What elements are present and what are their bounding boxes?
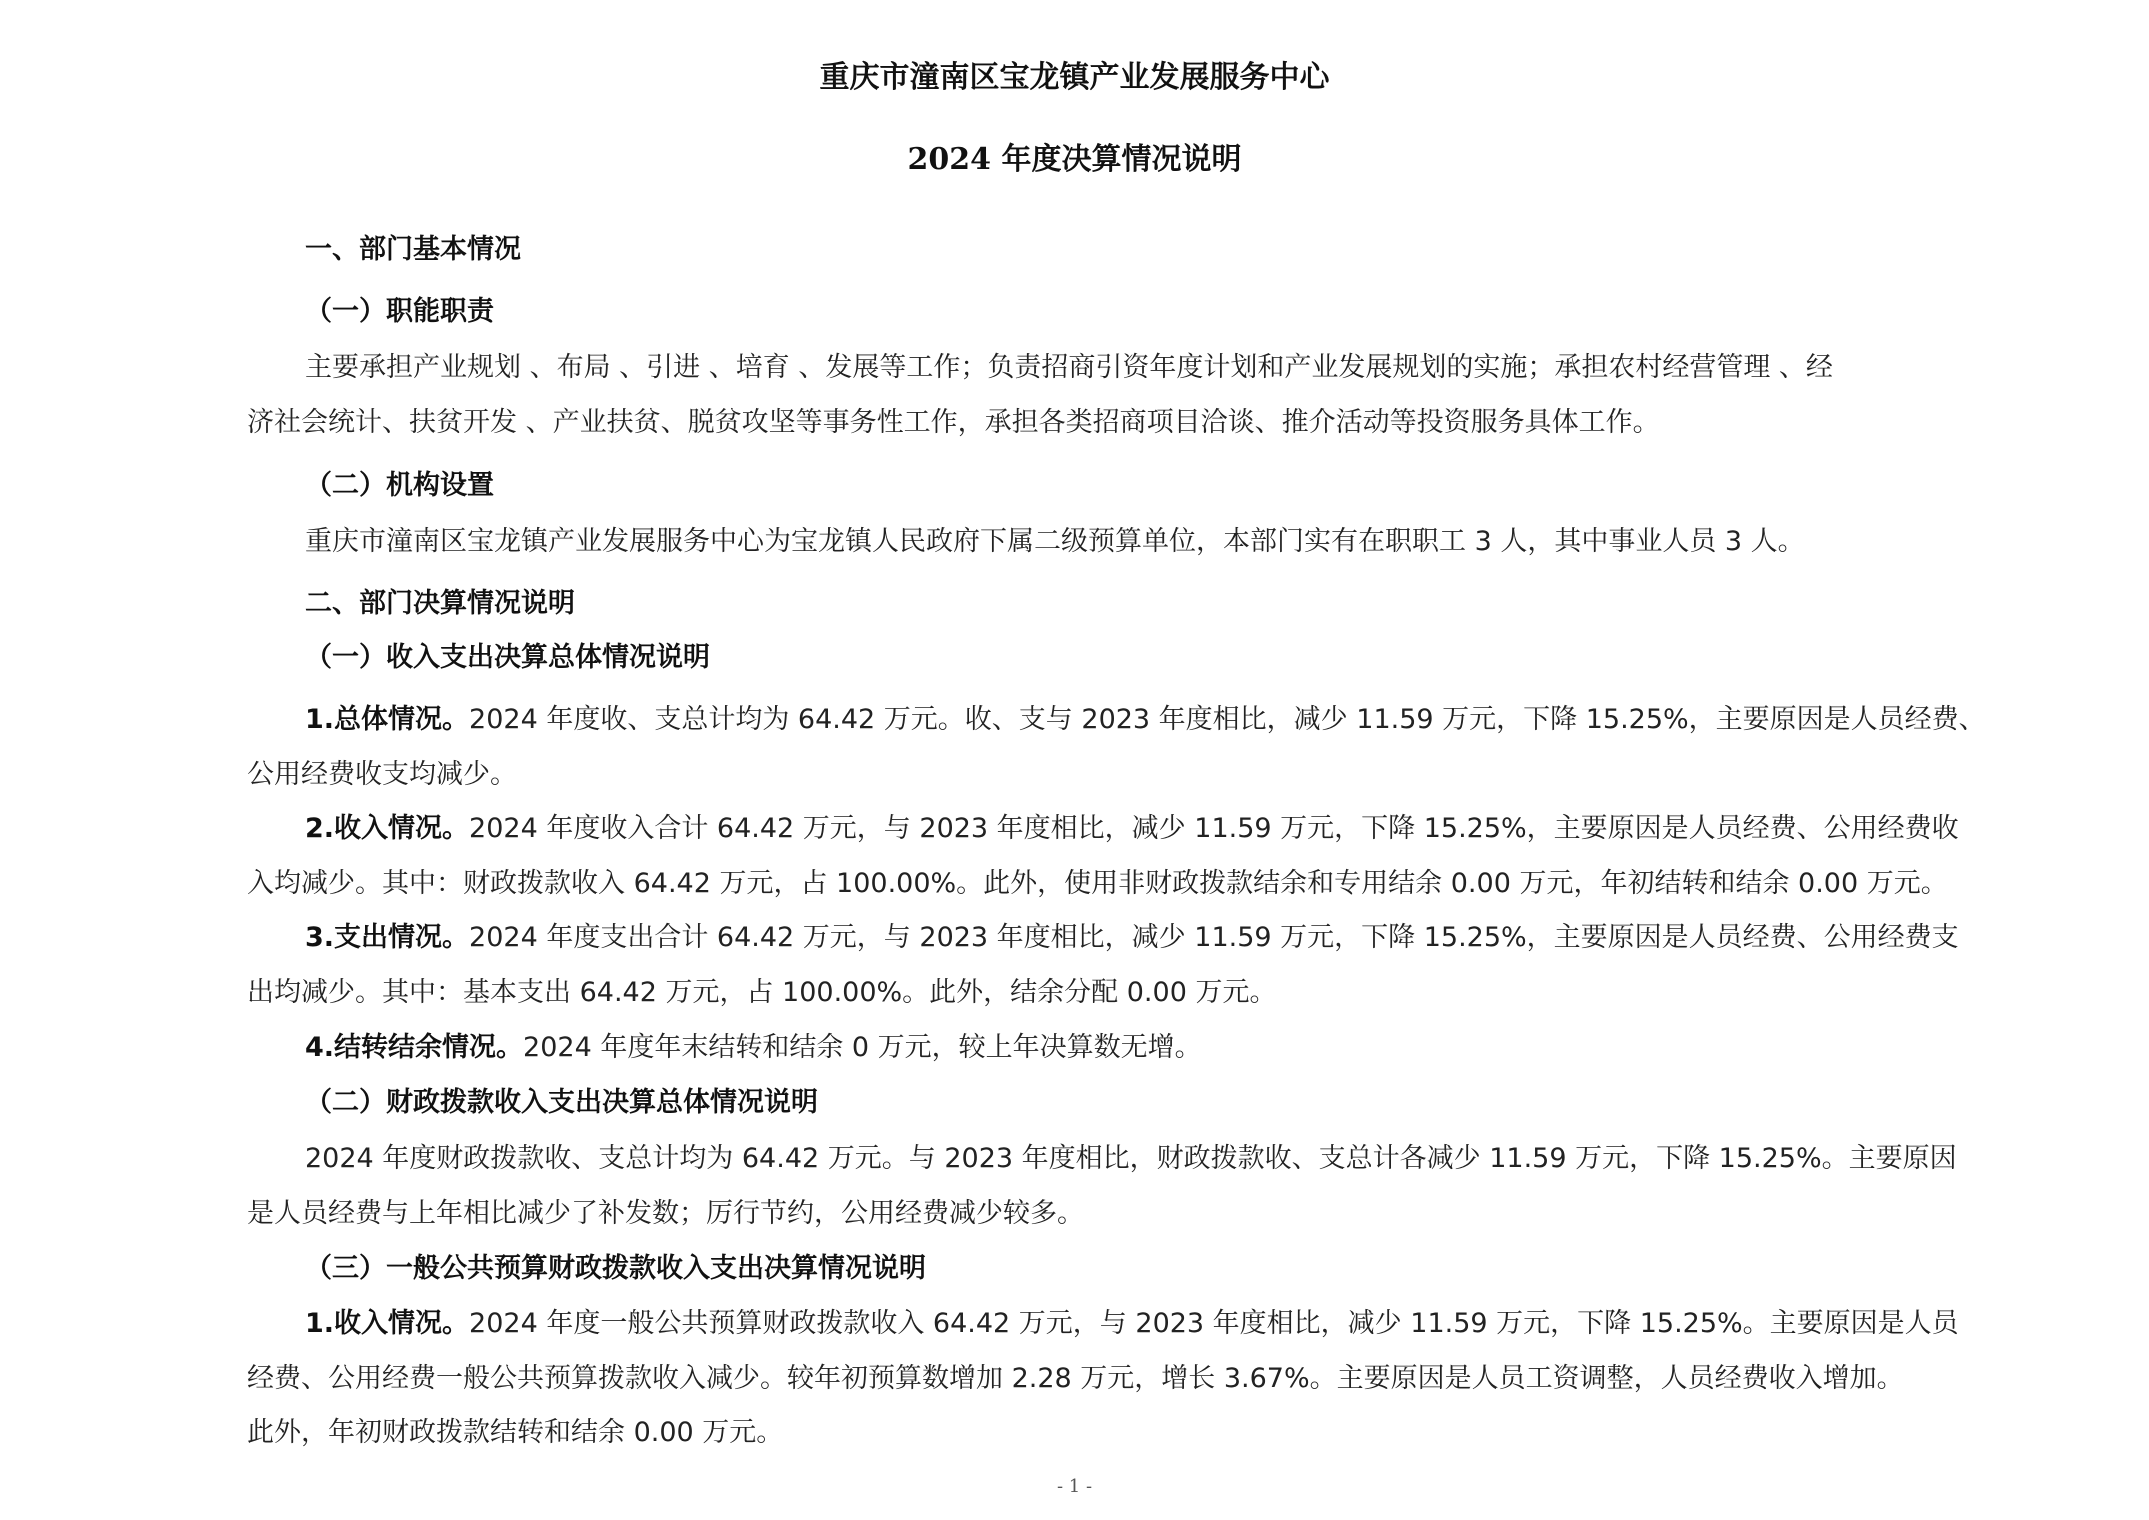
overall-paragraph-line2: 公用经费收支均减少。 <box>247 759 517 790</box>
organization-text-line1: 重庆市潼南区宝龙镇产业发展服务中心为宝龙镇人民政府下属二级预算单位，本部门实有在职职工 3 人，其中事业人员 3 人。 <box>305 526 1805 557</box>
functions-text-line2: 济社会统计、扶贫开发 、产业扶贫、脱贫攻坚等事务性工作，承担各类招商项目洽谈、推介活动等投资服务具体工作。 <box>247 407 1660 438</box>
income-paragraph-line1 <box>305 811 1959 847</box>
section1-heading: 一、部门基本情况 <box>305 234 521 265</box>
public-budget-lead: 1.收入情况。 <box>305 1308 470 1339</box>
document-subtitle: 2024 年度决算情况说明 <box>907 142 1242 177</box>
fiscal-paragraph-line1: 2024 年度财政拨款收、支总计均为 64.42 万元。与 2023 年度相比，财政拨款收、支总计各减少 11.59 万元，下降 15.25%。主要原因 <box>305 1143 1957 1174</box>
document-title: 重庆市潼南区宝龙镇产业发展服务中心 <box>819 60 1330 95</box>
expense-text: 2024 年度支出合计 64.42 万元，与 2023 年度相比，减少 11.59 万元，下降 15.25%，主要原因是人员经费、公用经费支 <box>469 922 1959 953</box>
expense-paragraph-line1 <box>305 920 1959 956</box>
income-lead: 2.收入情况。 <box>305 813 470 844</box>
expense-paragraph-line2: 出均减少。其中：基本支出 64.42 万元，占 100.00%。此外，结余分配 0.00 万元。 <box>247 977 1277 1008</box>
functions-text-line1: 主要承担产业规划 、布局 、引进 、培育 、发展等工作；负责招商引资年度计划和产业发展规划的实施；承担农村经营管理 、经 <box>305 352 1833 383</box>
expense-lead: 3.支出情况。 <box>305 922 470 953</box>
public-budget-paragraph-line3: 此外，年初财政拨款结转和结余 0.00 万元。 <box>247 1417 784 1448</box>
section1-sub1-heading: （一）职能职责 <box>305 296 494 327</box>
public-budget-paragraph-line2: 经费、公用经费一般公共预算拨款收入减少。较年初预算数增加 2.28 万元，增长 3.67%。主要原因是人员工资调整，人员经费收入增加。 <box>247 1363 1904 1394</box>
overall-lead: 1.总体情况。 <box>305 704 470 735</box>
carryover-lead: 4.结转结余情况。 <box>305 1032 524 1063</box>
public-budget-paragraph-line1 <box>305 1306 1959 1342</box>
fiscal-paragraph-line2: 是人员经费与上年相比减少了补发数；厉行节约，公用经费减少较多。 <box>247 1198 1084 1229</box>
income-text: 2024 年度收入合计 64.42 万元，与 2023 年度相比，减少 11.59 万元，下降 15.25%，主要原因是人员经费、公用经费收 <box>469 813 1959 844</box>
section2-sub1-heading: （一）收入支出决算总体情况说明 <box>305 642 710 673</box>
section2-sub3-heading: （三）一般公共预算财政拨款收入支出决算情况说明 <box>305 1253 926 1284</box>
carryover-text: 2024 年度年末结转和结余 0 万元，较上年决算数无增。 <box>523 1032 1202 1063</box>
public-budget-text: 2024 年度一般公共预算财政拨款收入 64.42 万元，与 2023 年度相比，减少 11.59 万元，下降 15.25%。主要原因是人员 <box>469 1308 1959 1339</box>
section2-sub2-heading: （二）财政拨款收入支出决算总体情况说明 <box>305 1087 818 1118</box>
overall-paragraph-line1 <box>305 702 1986 738</box>
income-paragraph-line2: 入均减少。其中：财政拨款收入 64.42 万元，占 100.00%。此外，使用非财政拨款结余和专用结余 0.00 万元，年初结转和结余 0.00 万元。 <box>247 868 1948 899</box>
page-number: - 1 - <box>1056 1476 1093 1497</box>
overall-text: 2024 年度收、支总计均为 64.42 万元。收、支与 2023 年度相比，减少 11.59 万元，下降 15.25%，主要原因是人员经费、 <box>469 704 1986 735</box>
section1-sub2-heading: （二）机构设置 <box>305 470 494 501</box>
section2-heading: 二、部门决算情况说明 <box>305 588 575 619</box>
carryover-paragraph-line1 <box>305 1030 1202 1066</box>
